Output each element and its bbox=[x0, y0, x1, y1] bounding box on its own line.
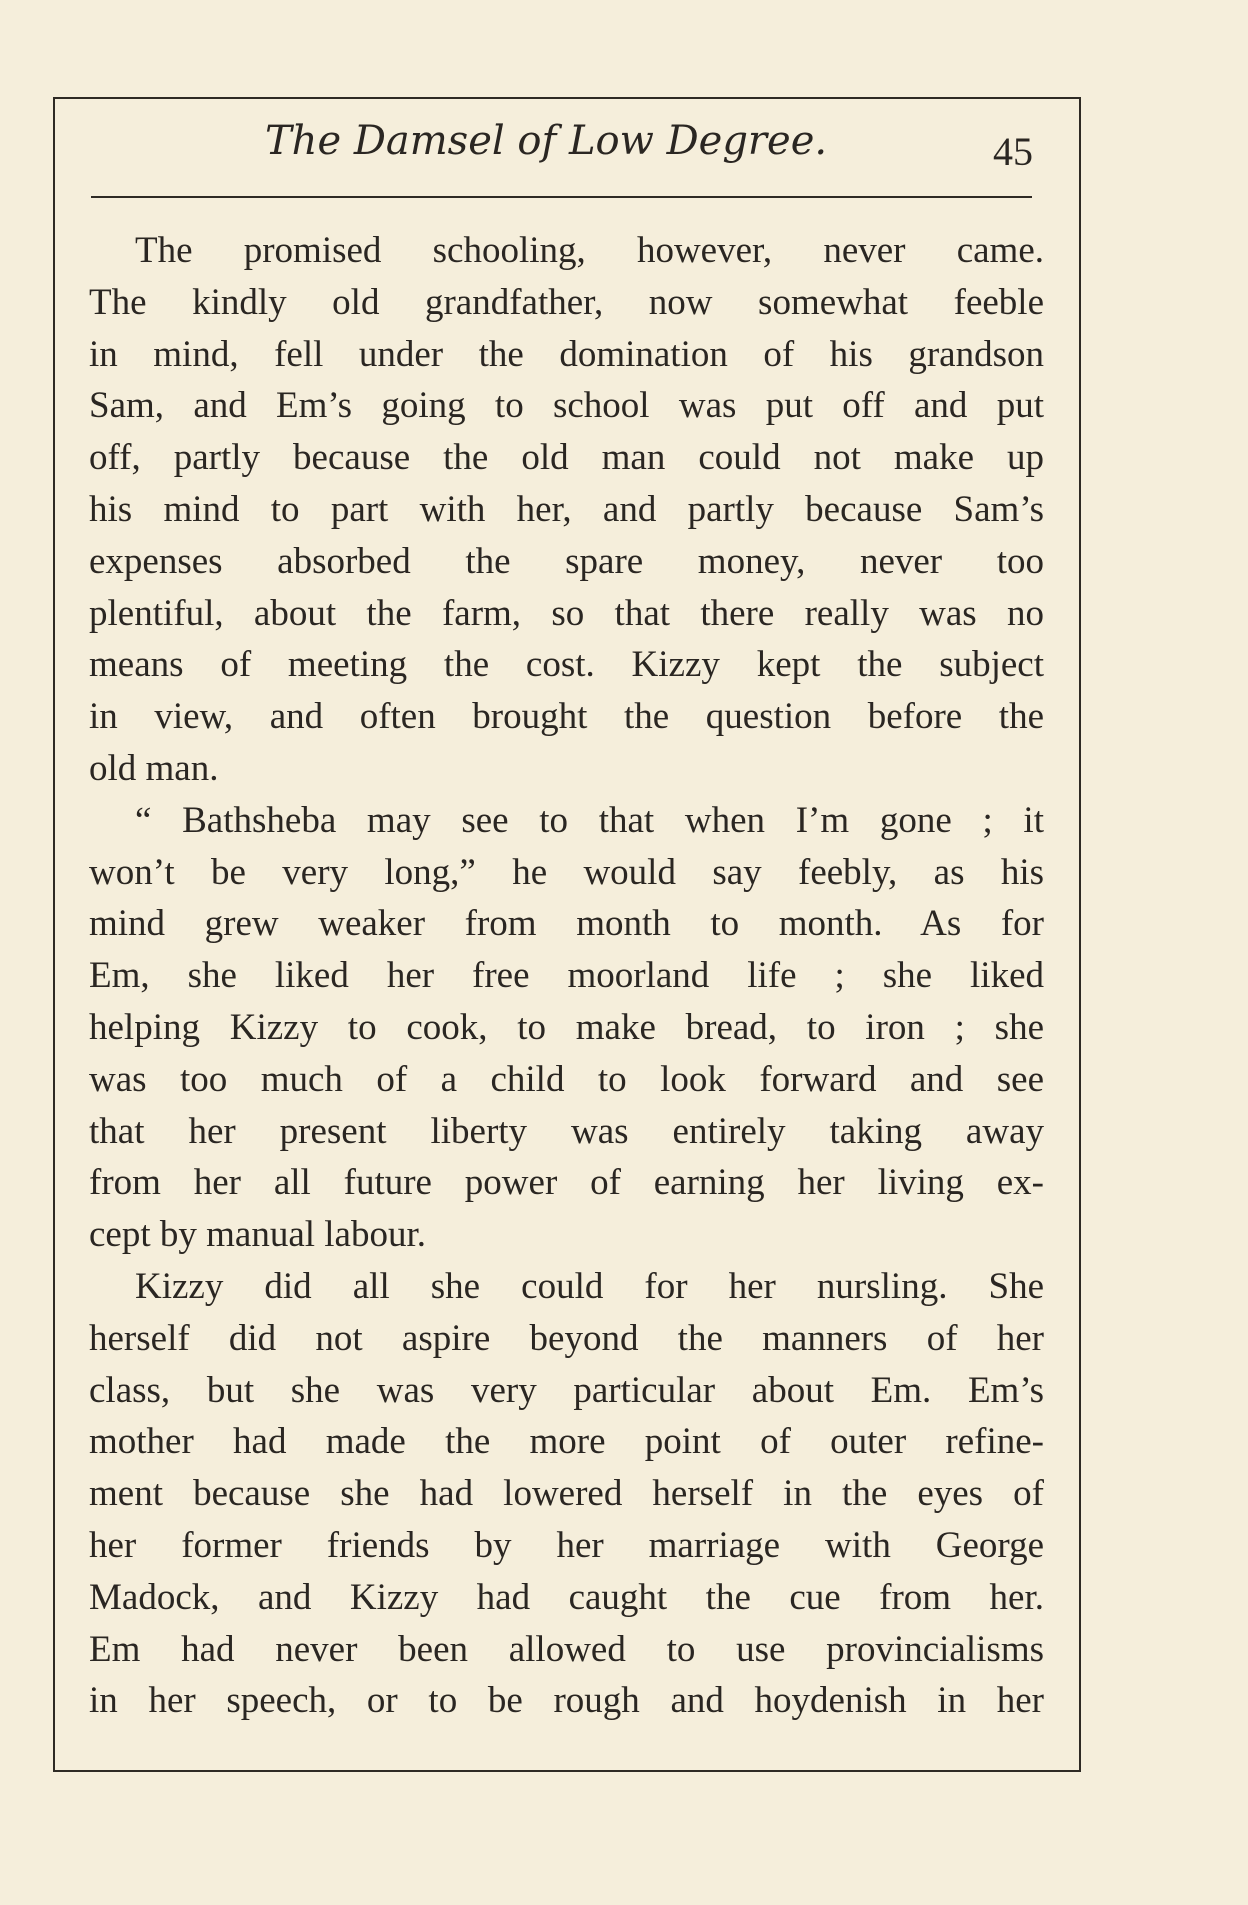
text-line: from her all future power of earning her living ex- bbox=[89, 1162, 1044, 1204]
text-line: his mind to part with her, and partly because Sam’s bbox=[89, 488, 1044, 530]
header-rule-divider bbox=[91, 196, 1032, 198]
text-line: The kindly old grandfather, now somewhat feeble bbox=[89, 281, 1044, 323]
text-line: cept by manual labour. bbox=[89, 1214, 427, 1256]
text-line: “ Bathsheba may see to that when I’m gone ; it bbox=[135, 799, 1044, 841]
text-line: Sam, and Em’s going to school was put off and put bbox=[89, 385, 1044, 427]
text-line: in her speech, or to be rough and hoydenish in her bbox=[89, 1680, 1044, 1722]
text-line: in view, and often brought the question before the bbox=[89, 696, 1044, 738]
text-line: The promised schooling, however, never came. bbox=[135, 230, 1044, 271]
body-text bbox=[89, 225, 1044, 1727]
text-line: her former friends by her marriage with George bbox=[89, 1524, 1044, 1566]
text-line: mind grew weaker from month to month. As for bbox=[89, 903, 1044, 945]
text-line: old man. bbox=[89, 747, 219, 789]
text-line: Kizzy did all she could for her nursling. She bbox=[135, 1265, 1044, 1307]
text-line: won’t be very long,” he would say feebly, as his bbox=[89, 851, 1044, 893]
text-line: Madock, and Kizzy had caught the cue from her. bbox=[89, 1576, 1044, 1618]
text-line: class, but she was very particular about Em. Em’s bbox=[89, 1369, 1044, 1411]
text-line: plentiful, about the farm, so that there really was no bbox=[89, 592, 1044, 634]
text-line: helping Kizzy to cook, to make bread, to iron ; she bbox=[89, 1006, 1044, 1048]
page-number: 45 bbox=[993, 129, 1033, 174]
text-line: herself did not aspire beyond the manners of her bbox=[89, 1317, 1044, 1359]
text-line: Em, she liked her free moorland life ; she liked bbox=[89, 955, 1044, 997]
text-line: Em had never been allowed to use provincialisms bbox=[89, 1628, 1044, 1670]
running-header-title: The Damsel of Low Degree. bbox=[265, 118, 828, 164]
text-line: ment because she had lowered herself in the eyes of bbox=[89, 1473, 1044, 1515]
text-line: that her present liberty was entirely taking away bbox=[89, 1110, 1044, 1152]
text-line: expenses absorbed the spare money, never too bbox=[89, 540, 1044, 582]
text-line: means of meeting the cost. Kizzy kept the subject bbox=[89, 644, 1044, 686]
text-line: was too much of a child to look forward and see bbox=[89, 1058, 1044, 1100]
text-line: in mind, fell under the domination of his grandson bbox=[89, 333, 1044, 375]
text-line: mother had made the more point of outer refine- bbox=[89, 1421, 1044, 1463]
text-line: off, partly because the old man could not make up bbox=[89, 437, 1044, 479]
